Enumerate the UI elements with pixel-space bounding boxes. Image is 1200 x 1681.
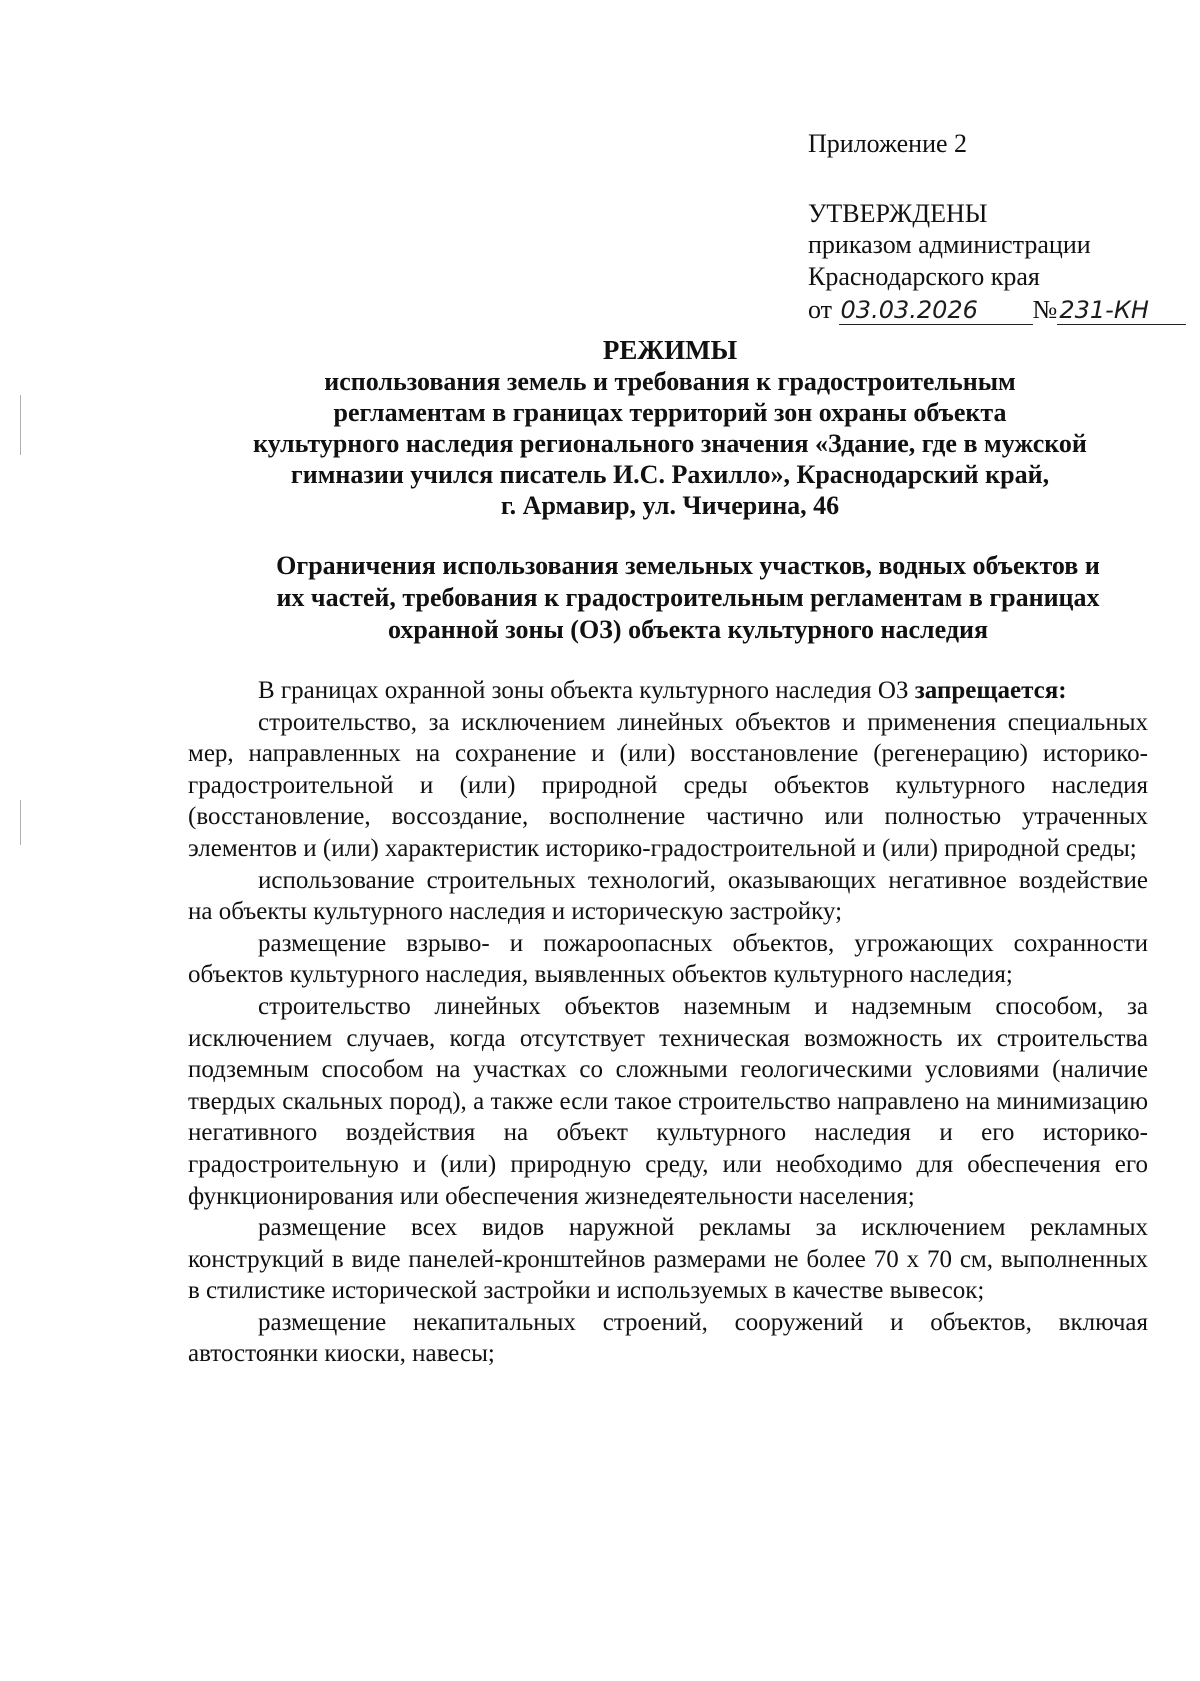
scan-artifact [20, 800, 21, 845]
intro-paragraph [188, 675, 1148, 707]
approved-label: УТВЕРЖДЕНЫ [808, 199, 988, 228]
restriction-item: использование строительных технологий, оказывающих негативное воздействие на объекты культурного наследия и историческую застройку; [188, 866, 1148, 926]
restriction-item: размещение всех видов наружной рекламы за исключением рекламных конструкций в виде панелей-кронштейнов размерами не более 70 х 70 см, выполненных в стилистике исторической застройки и используемых в качестве вывесок; [188, 1214, 1148, 1305]
number-prefix: № [1032, 295, 1058, 324]
title-line: гимназии учился писатель И.С. Рахилло», Краснодарский край, [290, 460, 1050, 489]
document-title [150, 335, 1190, 521]
section-title-line: охранной зоны (ОЗ) объекта культурного наследия [387, 615, 989, 644]
approved-by-line1: приказом администрации [808, 230, 1091, 259]
approved-by-line2: Краснодарского края [808, 262, 1040, 291]
date-prefix: от [808, 295, 833, 324]
section-title [188, 550, 1188, 646]
restriction-item: размещение некапитальных строений, сооружений и объектов, включая автостоянки киоски, навесы; [188, 1308, 1148, 1368]
section-title-line: их частей, требования к градостроительным регламентам в границах [276, 583, 1100, 612]
section-title-line: Ограничения использования земельных участков, водных объектов и [276, 551, 1100, 580]
title-line: использования земель и требования к градостроительным [324, 367, 1016, 396]
appendix-label: Приложение 2 [808, 129, 968, 158]
intro-text: В границах охранной зоны объекта культурного наследия ОЗ [258, 677, 909, 704]
handwritten-date: 03.03.2026 [839, 296, 1033, 325]
restriction-item: размещение взрыво- и пожароопасных объектов, угрожающих сохранности объектов культурного наследия, выявленных объектов культурного наследия; [188, 929, 1148, 989]
approval-date-line [808, 294, 1186, 325]
scan-artifact [20, 395, 21, 455]
restriction-item: строительство, за исключением линейных объектов и применения специальных мер, направленных на сохранение и (или) восстановление (регенерацию) историко-градостроительной и (или) природной среды объектов культурного наследия (восстановление, воссоздание, восполнение частично или полностью утраченных элементов и (или) характеристик историко-градостроительной и (или) природной среды; [188, 708, 1148, 862]
restriction-item: строительство линейных объектов наземным и надземным способом, за исключением случаев, когда отсутствует техническая возможность их строительства подземным способом на участках со сложными геологическими условиями (наличие твердых скальных пород), а также если такое строительство направлено на минимизацию негативного воздействия на объект культурного наследия и его историко-градостроительную и (или) природную среду, или необходимо для обеспечения его функционирования или обеспечения жизнедеятельности населения; [188, 992, 1148, 1210]
title-line: регламентам в границах территорий зон охраны объекта [333, 398, 1007, 427]
intro-bold: запрещается: [914, 677, 1067, 704]
document-body [188, 675, 1148, 1370]
title-line: г. Армавир, ул. Чичерина, 46 [500, 491, 840, 520]
handwritten-number: 231-КН [1057, 296, 1186, 325]
title-main: РЕЖИМЫ [602, 335, 738, 365]
title-line: культурного наследия регионального значения «Здание, где в мужской [253, 429, 1087, 458]
